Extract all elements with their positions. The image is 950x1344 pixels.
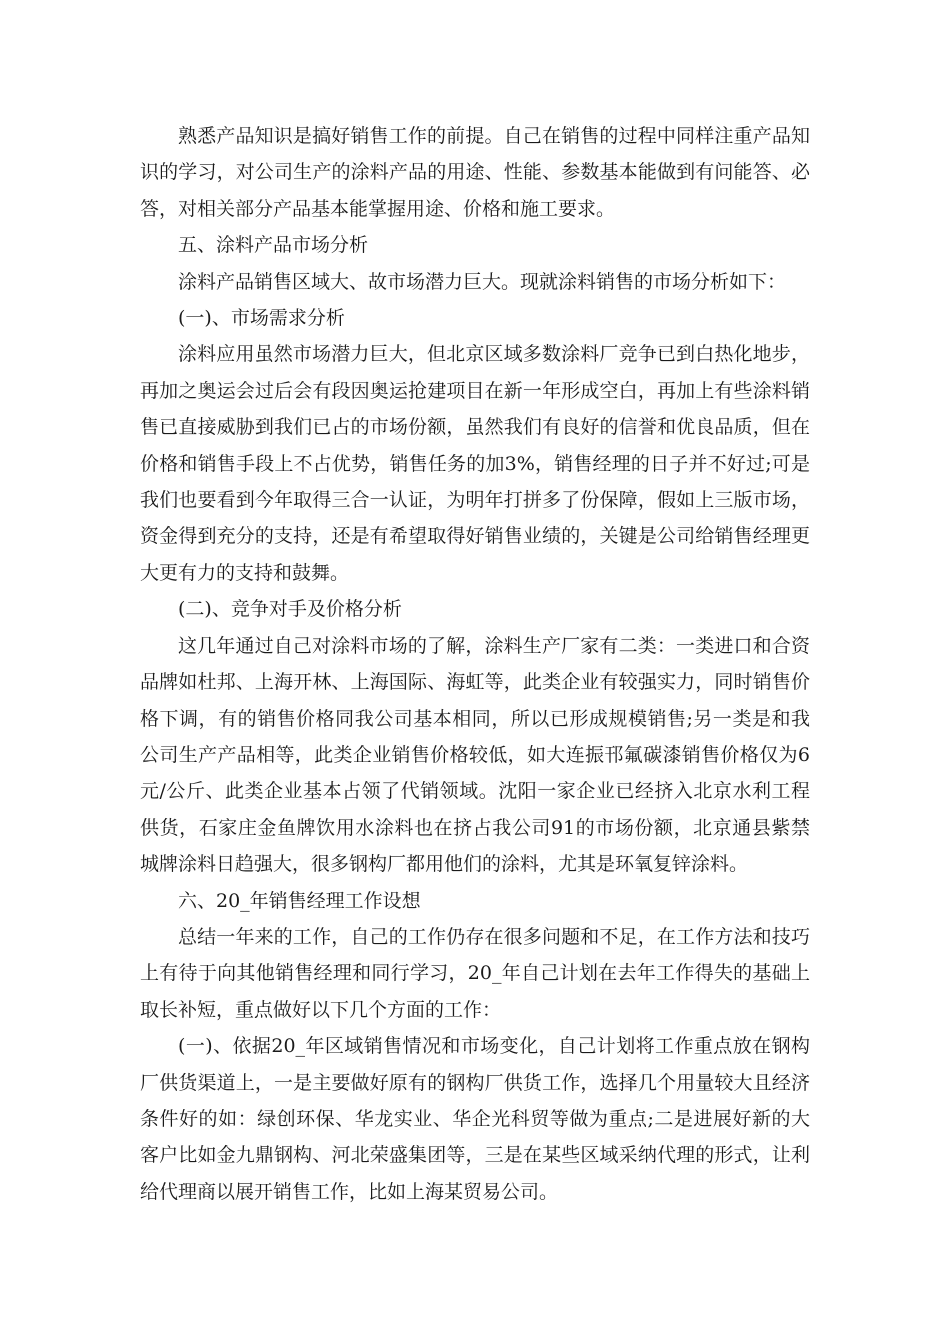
paragraph-product-knowledge: 熟悉产品知识是搞好销售工作的前提。自己在销售的过程中同样注重产品知识的学习，对公司生产的涂料产品的用途、性能、参数基本能做到有问能答、必答，对相关部分产品基本能掌握用途、价格和施工要求。 — [140, 125, 810, 220]
paragraph-work-summary: 总结一年来的工作，自己的工作仍存在很多问题和不足，在工作方法和技巧上有待于向其他销售经理和同行学习，20_年自己计划在去年工作得失的基础上取长补短，重点做好以下几个方面的工作： — [140, 925, 810, 1021]
paragraph-plan-item-1: (一)、依据20_年区域销售情况和市场变化，自己计划将工作重点放在钢构厂供货渠道上，一是主要做好原有的钢构厂供货工作，选择几个用量较大且经济条件好的如：绿创环保、华龙实业、华企光科贸等做为重点;二是进展好新的大客户比如金九鼎钢构、河北荣盛集团等，三是在某些区域采纳代理的形式，让利给代理商以展开销售工作，比如上海某贸易公司。 — [140, 1035, 810, 1203]
section-heading-work-plan: 六、20_年销售经理工作设想 — [178, 889, 421, 912]
subheading-competitor-analysis: (二)、竞争对手及价格分析 — [178, 598, 402, 621]
section-heading-market-analysis: 五、涂料产品市场分析 — [178, 234, 369, 257]
paragraph-market-intro: 涂料产品销售区域大、故市场潜力巨大。现就涂料销售的市场分析如下： — [178, 270, 787, 293]
paragraph-demand-analysis: 涂料应用虽然市场潜力巨大，但北京区域多数涂料厂竞争已到白热化地步，再加之奥运会过后会有段因奥运抢建项目在新一年形成空白，再加上有些涂料销售已直接威胁到我们已占的市场份额，虽然我们有良好的信誉和优良品质，但在价格和销售手段上不占优势，销售任务的加3%，销售经理的日子并不好过;可是我们也要看到今年取得三合一认证，为明年打拼多了份保障，假如上三版市场，资金得到充分的支持，还是有希望取得好销售业绩的，关键是公司给销售经理更大更有力的支持和鼓舞。 — [140, 343, 810, 584]
document-body — [140, 118, 810, 1210]
paragraph-competitor-analysis: 这几年通过自己对涂料市场的了解，涂料生产厂家有二类：一类进口和合资品牌如杜邦、上海开林、上海国际、海虹等，此类企业有较强实力，同时销售价格下调，有的销售价格同我公司基本相同，所以已形成规模销售;另一类是和我公司生产产品相等，此类企业销售价格较低，如大连振邗氟碳漆销售价格仅为6元/公斤、此类企业基本占领了代销领域。沈阳一家企业已经挤入北京水利工程供货，石家庄金鱼牌饮用水涂料也在挤占我公司91的市场份额，北京通县紫禁城牌涂料日趋强大，很多钢构厂都用他们的涂料，尤其是环氧复锌涂料。 — [140, 634, 810, 876]
subheading-demand-analysis: (一)、市场需求分析 — [178, 307, 345, 330]
